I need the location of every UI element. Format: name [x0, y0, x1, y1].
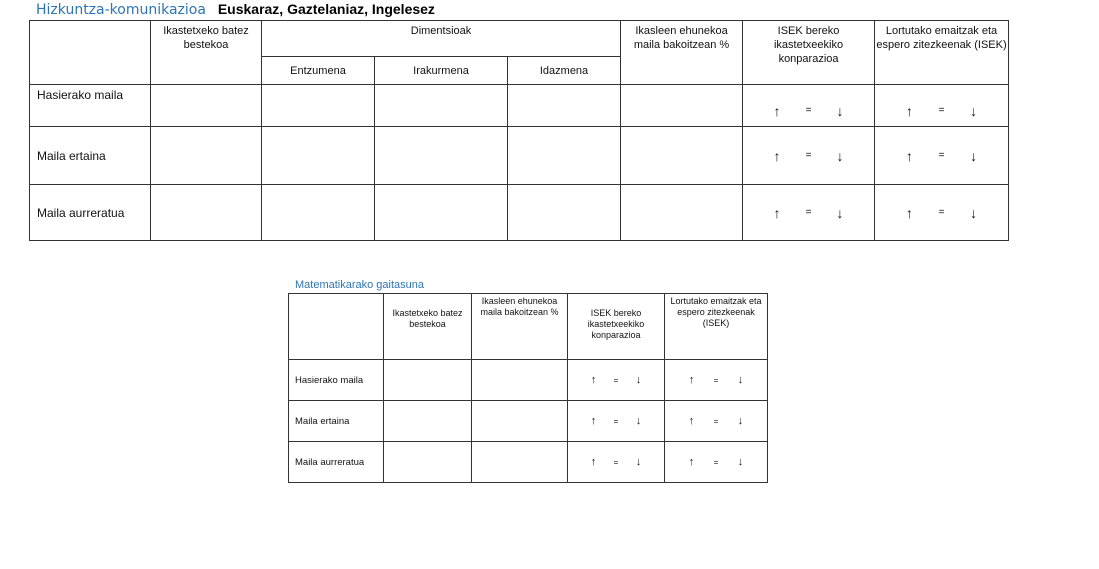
cell — [262, 127, 375, 185]
arrow-up-icon: ↑ — [773, 147, 781, 164]
header-empty — [30, 21, 151, 85]
cell — [375, 85, 508, 127]
isek-comparison-cell — [568, 401, 665, 442]
equals-icon: = — [613, 457, 619, 467]
arrow-down-icon: ↓ — [635, 415, 642, 427]
title-languages: Euskaraz, Gaztelaniaz, Ingelesez — [217, 1, 435, 17]
row-label: Maila aurreratua — [289, 442, 384, 483]
arrow-up-icon: ↑ — [773, 204, 781, 221]
equals-icon: = — [805, 150, 812, 161]
cell — [621, 127, 743, 185]
row-label: Maila aurreratua — [30, 185, 151, 241]
arrow-down-icon: ↓ — [836, 147, 844, 164]
header-expected-results: Lortutako emaitzak eta espero zitezkeenak (ISEK) — [875, 21, 1009, 85]
table-row — [289, 401, 768, 442]
cell — [151, 85, 262, 127]
header-expected-results: Lortutako emaitzak eta espero zitezkeenak (ISEK) — [665, 294, 768, 360]
cell — [262, 185, 375, 241]
equals-icon: = — [938, 207, 945, 218]
header-listening: Entzumena — [262, 57, 375, 85]
arrow-down-icon: ↓ — [970, 102, 978, 119]
equals-icon: = — [938, 150, 945, 161]
cell — [384, 442, 472, 483]
row-label: Hasierako maila — [30, 85, 151, 127]
cell — [384, 360, 472, 401]
equals-icon: = — [613, 375, 619, 385]
cell — [151, 127, 262, 185]
arrow-down-icon: ↓ — [737, 415, 744, 427]
cell — [508, 185, 621, 241]
header-school-average: Ikastetxeko batez bestekoa — [151, 21, 262, 85]
table-row — [30, 185, 1009, 241]
cell — [384, 401, 472, 442]
cell — [262, 85, 375, 127]
language-table — [29, 20, 1009, 241]
equals-icon: = — [613, 416, 619, 426]
arrow-up-icon: ↑ — [688, 415, 695, 427]
arrow-up-icon: ↑ — [590, 374, 597, 386]
arrow-up-icon: ↑ — [688, 374, 695, 386]
header-reading: Irakurmena — [375, 57, 508, 85]
expected-results-cell — [875, 185, 1009, 241]
equals-icon: = — [805, 105, 812, 116]
arrow-down-icon: ↓ — [737, 456, 744, 468]
isek-comparison-cell — [743, 185, 875, 241]
isek-comparison-cell — [743, 85, 875, 127]
expected-results-cell — [665, 360, 768, 401]
row-label: Maila ertaina — [289, 401, 384, 442]
row-label: Maila ertaina — [30, 127, 151, 185]
equals-icon: = — [805, 207, 812, 218]
equals-icon: = — [938, 105, 945, 116]
table-row — [30, 85, 1009, 127]
cell — [472, 442, 568, 483]
cell — [621, 85, 743, 127]
equals-icon: = — [713, 375, 719, 385]
arrow-down-icon: ↓ — [635, 374, 642, 386]
header-writing: Idazmena — [508, 57, 621, 85]
arrow-down-icon: ↓ — [970, 204, 978, 221]
arrow-up-icon: ↑ — [590, 456, 597, 468]
arrow-up-icon: ↑ — [688, 456, 695, 468]
table-row — [289, 442, 768, 483]
section-title-math: Matematikarako gaitasuna — [295, 279, 425, 291]
expected-results-cell — [875, 127, 1009, 185]
table-row — [30, 127, 1009, 185]
expected-results-cell — [875, 85, 1009, 127]
header-empty — [289, 294, 384, 360]
isek-comparison-cell — [568, 360, 665, 401]
section-title-language — [36, 1, 435, 18]
header-student-percentage: Ikasleen ehunekoa maila bakoitzean % — [621, 21, 743, 85]
equals-icon: = — [713, 416, 719, 426]
arrow-up-icon: ↑ — [905, 102, 913, 119]
cell — [375, 127, 508, 185]
cell — [508, 127, 621, 185]
arrow-down-icon: ↓ — [635, 456, 642, 468]
row-label: Hasierako maila — [289, 360, 384, 401]
arrow-up-icon: ↑ — [905, 204, 913, 221]
table-row — [289, 360, 768, 401]
header-dimensions: Dimentsioak — [262, 21, 621, 57]
header-school-average: Ikastetxeko batez bestekoa — [384, 294, 472, 360]
math-table — [288, 293, 768, 483]
title-main: Hizkuntza-komunikazioa — [36, 2, 206, 18]
header-isek-comparison: ISEK bereko ikastetxeekiko konparazioa — [568, 294, 665, 360]
cell — [472, 360, 568, 401]
cell — [375, 185, 508, 241]
expected-results-cell — [665, 401, 768, 442]
header-student-percentage: Ikasleen ehunekoa maila bakoitzean % — [472, 294, 568, 360]
isek-comparison-cell — [743, 127, 875, 185]
header-isek-comparison: ISEK bereko ikastetxeekiko konparazioa — [743, 21, 875, 85]
cell — [508, 85, 621, 127]
isek-comparison-cell — [568, 442, 665, 483]
cell — [621, 185, 743, 241]
arrow-down-icon: ↓ — [836, 204, 844, 221]
arrow-up-icon: ↑ — [905, 147, 913, 164]
equals-icon: = — [713, 457, 719, 467]
arrow-up-icon: ↑ — [773, 102, 781, 119]
cell — [472, 401, 568, 442]
arrow-down-icon: ↓ — [737, 374, 744, 386]
cell — [151, 185, 262, 241]
expected-results-cell — [665, 442, 768, 483]
arrow-up-icon: ↑ — [590, 415, 597, 427]
arrow-down-icon: ↓ — [970, 147, 978, 164]
arrow-down-icon: ↓ — [836, 102, 844, 119]
